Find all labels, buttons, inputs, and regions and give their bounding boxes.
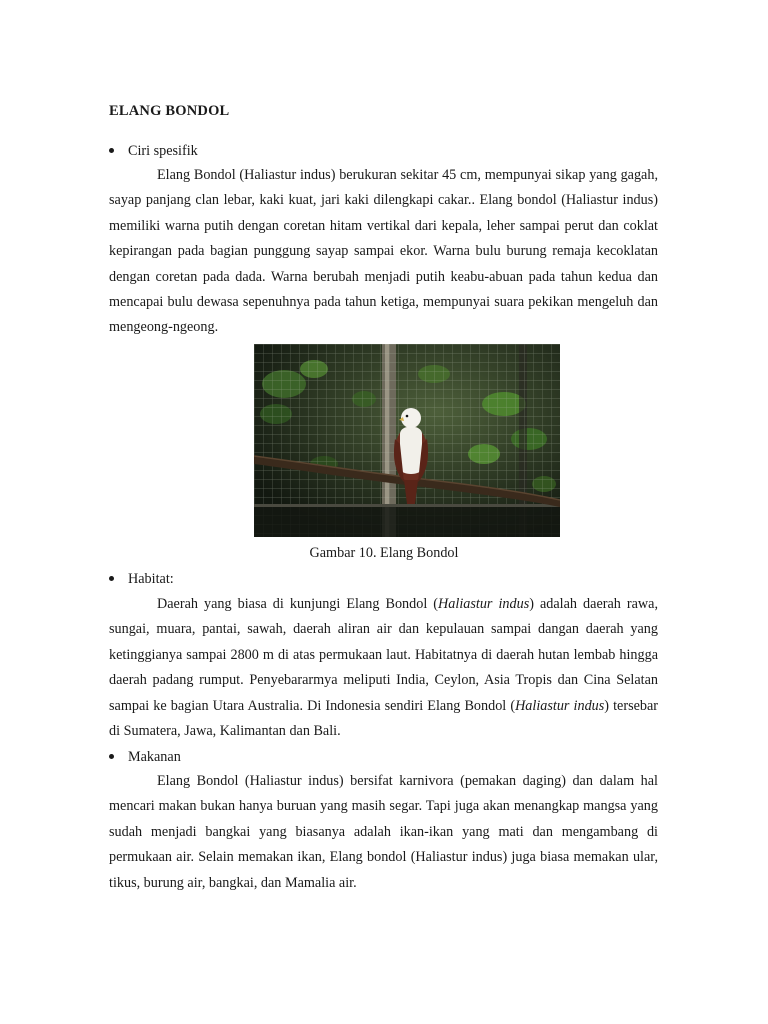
figure-caption: Gambar 10. Elang Bondol bbox=[309, 545, 459, 561]
section-heading-ciri-spesifik bbox=[109, 142, 198, 160]
text-run: ) tersebar di Sumatera, Jawa, Kalimantan dan Bali. bbox=[109, 697, 659, 740]
paragraph-makanan: Elang Bondol (Haliastur indus) bersifat karnivora (pemakan daging) dan dalam hal mencari makan bukan hanya buruan yang masih segar. Tapi juga akan menangkap mangsa yang sudah menjadi bangkai yang biasanya adalah ikan-ikan yang mati dan mengambang di permukaan air. Selain memakan ikan, Elang bondol (Haliastur indus) juga biasa memakan ular, tikus, burung air, bangkai, dan Mamalia air. bbox=[109, 773, 658, 891]
section-heading-makanan bbox=[109, 748, 181, 766]
species-name-italic: Haliastur indus bbox=[515, 697, 605, 714]
eagle-photo bbox=[254, 344, 560, 537]
paragraph-ciri-spesifik: Elang Bondol (Haliastur indus) berukuran sekitar 45 cm, mempunyai sikap yang gagah, sayap panjang clan lebar, kaki kuat, jari kaki dilengkapi cakar.. Elang bondol (Haliastur indus) memiliki warna putih dengan coretan hitam vertikal dari kepala, leher sampai perut dan coklat kepirangan pada bagian punggung sayap sampai ekor. Warna bulu burung remaja kecoklatan dengan coretan pada dada. Warna berubah menjadi putih keabu-abuan pada tahun kedua dan mencapai bulu dewasa sepenuhnya pada tahun ketiga, mempunyai suara pekikan mengeluh dan mengeong-ngeong. bbox=[109, 167, 658, 336]
section-heading-habitat bbox=[109, 570, 174, 588]
species-name-italic: Haliastur indus bbox=[438, 596, 530, 612]
eagle-photo-illustration bbox=[254, 344, 560, 537]
bullet-icon bbox=[109, 754, 114, 759]
bullet-icon bbox=[109, 576, 114, 581]
document-title: ELANG BONDOL bbox=[109, 103, 230, 119]
section-heading-label: Habitat: bbox=[128, 571, 174, 587]
bullet-icon bbox=[109, 148, 114, 153]
section-heading-label: Ciri spesifik bbox=[128, 143, 198, 159]
paragraph-habitat bbox=[109, 592, 658, 744]
section-heading-label: Makanan bbox=[128, 749, 181, 765]
text-run: ) adalah daerah rawa, sungai, muara, pantai, sawah, daerah aliran air dan kepulauan sampai dangan daerah yang ketinggianya sampai 2800 m di atas permukaan laut. Habitatnya di daerah hutan lembab hingga daerah padang rumput. Penyebararmya meliputi India, Ceylon, Asia Tropis dan Cina Selatan sampai ke bagian Utara Australia. Di Indonesia sendiri Elang Bondol ( bbox=[109, 596, 659, 714]
text-run: Daerah yang biasa di kunjungi Elang Bondol ( bbox=[157, 596, 439, 612]
